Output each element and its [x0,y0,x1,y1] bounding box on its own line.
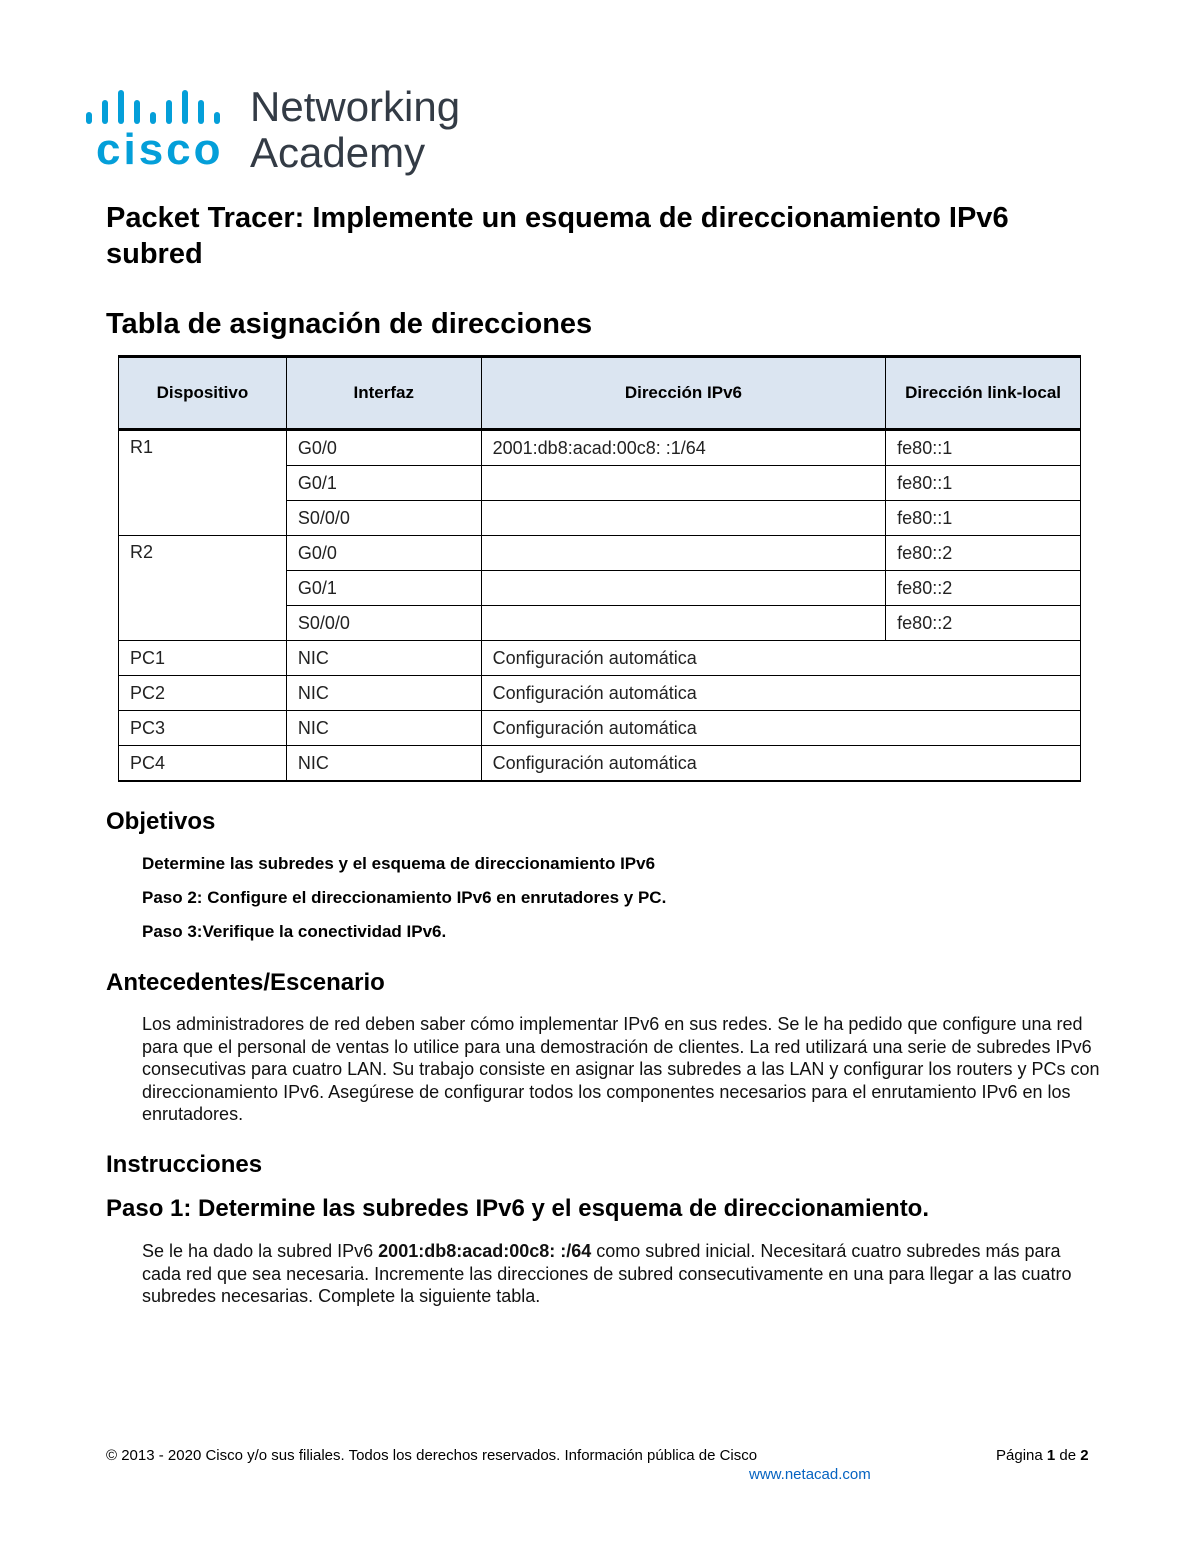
interface-cell: NIC [286,746,481,782]
interface-cell: G0/1 [286,466,481,501]
ipv6-cell: Configuración automática [481,676,1080,711]
table-header-row [119,357,1081,430]
objective-item: Determine las subredes y el esquema de direccionamiento IPv6 [142,854,656,873]
device-cell: PC2 [119,676,287,711]
ipv6-cell [481,466,886,501]
table-row [119,711,1081,746]
page-current: 1 [1046,1447,1056,1464]
ipv6-cell: Configuración automática [481,746,1080,782]
link-local-cell: fe80::2 [886,571,1081,606]
link-local-cell: fe80::2 [886,606,1081,641]
addressing-table [118,355,1081,782]
cisco-networking-academy-logo [86,83,486,181]
ipv6-cell: Configuración automática [481,711,1080,746]
link-local-cell: fe80::1 [886,501,1081,536]
addressing-table-title: Tabla de asignación de direcciones [106,308,593,340]
table-row [119,536,1081,571]
instructions-heading: Instrucciones [106,1151,263,1178]
academy-line-1: Networking [250,83,461,130]
table-row [119,746,1081,782]
header-ipv6: Dirección IPv6 [481,357,886,430]
interface-cell: G0/0 [286,430,481,466]
page-total: 2 [1080,1447,1089,1464]
header-device: Dispositivo [119,357,287,430]
cisco-bars-icon [86,90,236,130]
background-paragraph: Los administradores de red deben saber cómo implementar IPv6 en sus redes. Se le ha pedido que configure una red para que el personal de ventas lo utilice para una demostración de clientes. La red utilizará una serie de subredes IPv6 consecutivas para cuatro LAN. Su trabajo consiste en asignar las subredes a las LAN y configurar los routers y PCs con direccionamiento IPv6. Asegúrese de configurar todos los componentes necesarios para el enrutamiento IPv6 en los enrutadores. [142,1014,1100,1124]
ipv6-cell [481,536,886,571]
academy-line-2: Academy [250,129,426,176]
header-interface: Interfaz [286,357,481,430]
link-local-cell: fe80::1 [886,466,1081,501]
table-row [119,430,1081,466]
interface-cell: S0/0/0 [286,501,481,536]
objectives-heading: Objetivos [106,808,216,835]
device-cell: PC1 [119,641,287,676]
device-cell: R2 [119,536,287,641]
ipv6-cell [481,571,886,606]
interface-cell: NIC [286,676,481,711]
interface-cell: NIC [286,641,481,676]
ipv6-cell [481,501,886,536]
ipv6-cell: 2001:db8:acad:00c8: :1/64 [481,430,886,466]
table-row [119,641,1081,676]
step1-heading: Paso 1: Determine las subredes IPv6 y el esquema de direccionamiento. [106,1195,930,1222]
footer-copyright: © 2013 - 2020 Cisco y/o sus filiales. Todos los derechos reservados. Información pública de Cisco [106,1447,758,1464]
step1-text-pre: Se le ha dado la subred IPv6 [142,1241,379,1261]
background-heading: Antecedentes/Escenario [106,969,385,996]
interface-cell: G0/0 [286,536,481,571]
step1-text-post: como subred inicial. Necesitará cuatro subredes más para cada red que sea necesaria. Incremente las direcciones de subred consecutivamente en una para llegar a las cuatro subredes necesarias. Complete la siguiente tabla. [142,1241,1072,1306]
interface-cell: G0/1 [286,571,481,606]
interface-cell: NIC [286,711,481,746]
netacad-link[interactable]: www.netacad.com [749,1466,871,1483]
ipv6-cell [481,606,886,641]
page-label: Página [996,1447,1047,1464]
interface-cell: S0/0/0 [286,606,481,641]
page-title: Packet Tracer: Implemente un esquema de direccionamiento IPv6 subred [106,202,1009,270]
academy-name [250,84,460,176]
page-of: de [1055,1447,1081,1464]
link-local-cell: fe80::1 [886,430,1081,466]
starting-subnet: 2001:db8:acad:00c8: :/64 [378,1241,592,1261]
header-link-local: Dirección link-local [886,357,1081,430]
table-row [119,676,1081,711]
link-local-cell: fe80::2 [886,536,1081,571]
ipv6-cell: Configuración automática [481,641,1080,676]
device-cell: PC3 [119,711,287,746]
objective-item: Paso 3:Verifique la conectividad IPv6. [142,922,447,941]
objective-item: Paso 2: Configure el direccionamiento IPv6 en enrutadores y PC. [142,888,667,907]
device-cell: PC4 [119,746,287,782]
step1-paragraph [142,1240,1102,1308]
device-cell: R1 [119,430,287,536]
footer-page-number [996,1446,1089,1466]
cisco-wordmark: cisco [96,125,224,174]
